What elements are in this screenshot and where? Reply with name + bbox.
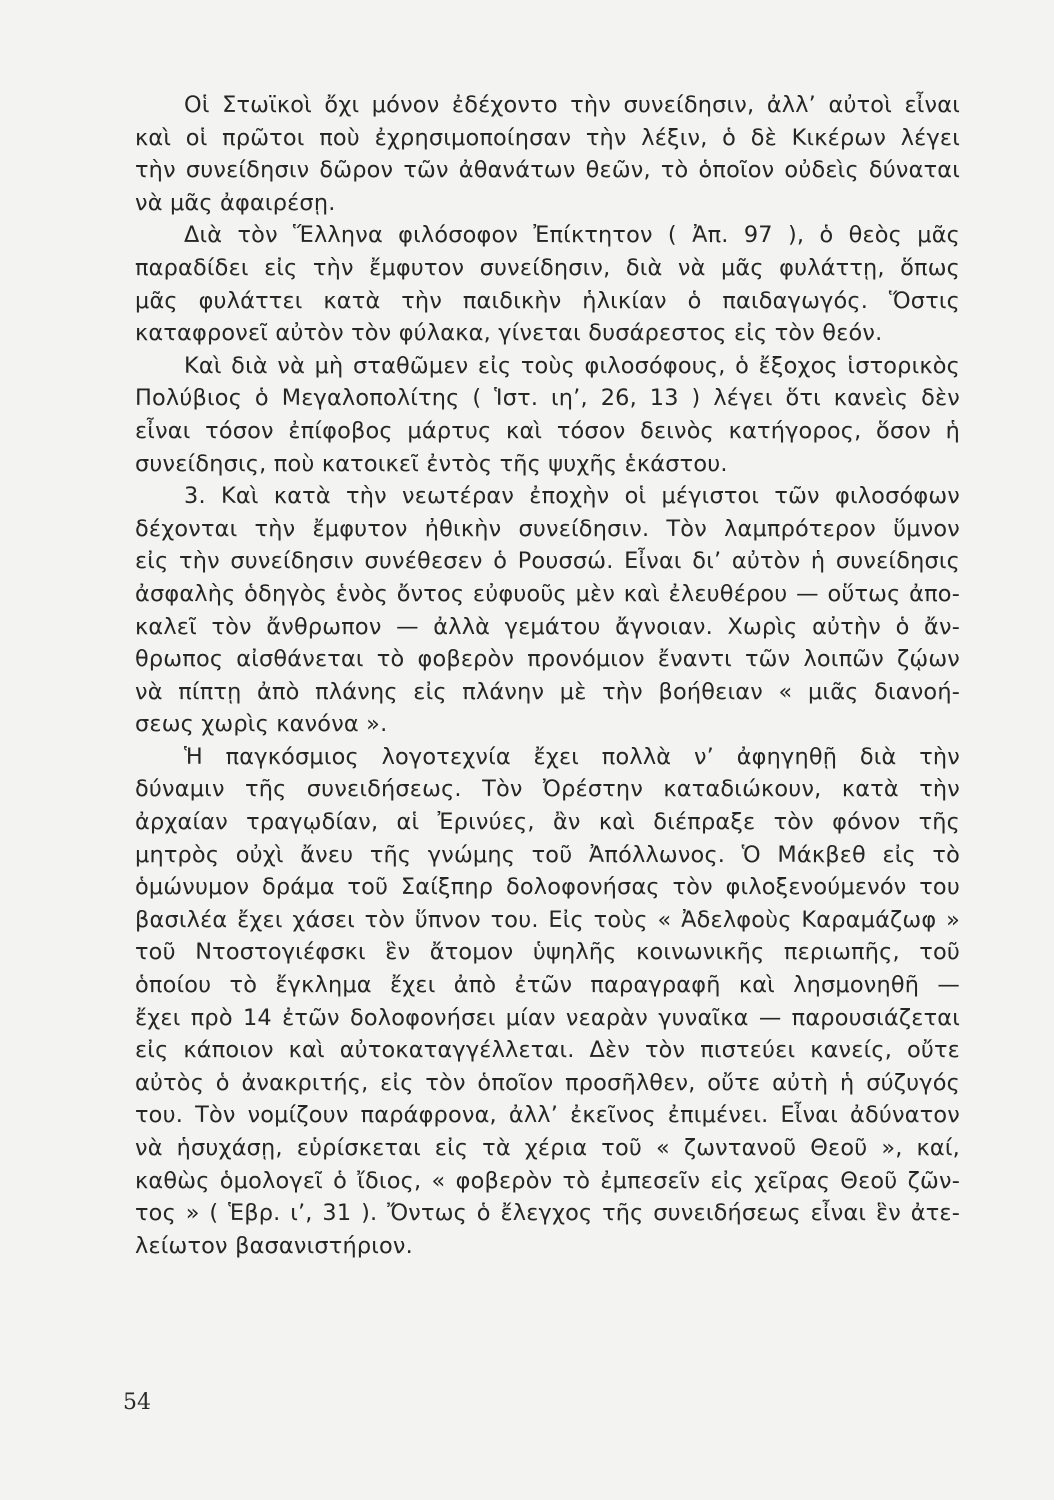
text-line: καλεῖ τὸν ἄνθρωπον — ἀλλὰ γεμάτου ἄγνοιαν. Χωρὶς αὐτὴν ὁ ἄν- [135,613,960,640]
text-line: δύναμιν τῆς συνειδήσεως. Τὸν Ὀρέστην καταδιώκουν, κατὰ τὴν [135,776,960,803]
text-line: μητρὸς οὐχὶ ἄνευ τῆς γνώμης τοῦ Ἀπόλλωνος. Ὁ Μάκβεθ εἰς τὸ [135,841,960,868]
text-line: σεως χωρὶς κανόνα ». [135,711,388,738]
text-line: Οἱ Στωϊκοὶ ὄχι μόνον ἐδέχοντο τὴν συνείδησιν, ἀλλ’ αὐτοὶ εἶναι [184,92,960,118]
text-line: βασιλέα ἔχει χάσει τὸν ὕπνον του. Εἰς τοὺς « Ἀδελφοὺς Καραμάζωφ » [135,906,960,933]
text-line: θρωπος αἰσθάνεται τὸ φοβερὸν προνόμιον ἔναντι τῶν λοιπῶν ζῴων [135,646,960,673]
text-line: καταφρονεῖ αὐτὸν τὸν φύλακα, γίνεται δυσάρεστος εἰς τὸν θεόν. [135,320,883,347]
text-line: καθὼς ὁμολογεῖ ὁ ἴδιος, « φοβερὸν τὸ ἐμπεσεῖν εἰς χεῖρας Θεοῦ ζῶν- [135,1167,960,1194]
text-line: ἀρχαίαν τραγῳδίαν, αἱ Ἐρινύες, ἂν καὶ διέπραξε τὸν φόνον τῆς [135,809,960,836]
text-line: συνείδησις, ποὺ κατοικεῖ ἐντὸς τῆς ψυχῆς ἑκάστου. [135,450,728,477]
text-line: ἔχει πρὸ 14 ἐτῶν δολοφονήσει μίαν νεαρὰν γυναῖκα — παρουσιάζεται [135,1004,960,1031]
page-number: 54 [123,1390,151,1415]
text-line: ὁμώνυμον δράμα τοῦ Σαίξπηρ δολοφονήσας τὸν φιλοξενούμενόν του [135,874,960,901]
text-line: καὶ οἱ πρῶτοι ποὺ ἐχρησιμοποίησαν τὴν λέξιν, ὁ δὲ Κικέρων λέγει [135,124,960,151]
body-text [135,89,960,1262]
text-line: μᾶς φυλάττει κατὰ τὴν παιδικὴν ἡλικίαν ὁ παιδαγωγός. Ὅστις [135,287,960,314]
text-line: εἰς τὴν συνείδησιν συνέθεσεν ὁ Ρουσσώ. Εἶναι δι’ αὐτὸν ἡ συνείδησις [135,548,960,575]
text-line: δέχονται τὴν ἔμφυτον ἠθικὴν συνείδησιν. Τὸν λαμπρότερον ὕμνον [135,515,960,542]
text-line: Καὶ διὰ νὰ μὴ σταθῶμεν εἰς τοὺς φιλοσόφους, ὁ ἔξοχος ἱστορικὸς [184,352,960,379]
text-line: εἰς κάποιον καὶ αὐτοκαταγγέλλεται. Δὲν τὸν πιστεύει κανείς, οὔτε [135,1037,960,1064]
text-line: παραδίδει εἰς τὴν ἔμφυτον συνείδησιν, διὰ νὰ μᾶς φυλάττῃ, ὅπως [135,254,960,281]
text-line: νὰ πίπτῃ ἀπὸ πλάνης εἰς πλάνην μὲ τὴν βοήθειαν « μιᾶς διανοή- [135,678,960,705]
text-line: Πολύβιος ὁ Μεγαλοπολίτης ( Ἱστ. ιη’, 26, 13 ) λέγει ὅτι κανεὶς δὲν [135,385,960,412]
text-line: λείωτον βασανιστήριον. [135,1232,413,1259]
text-line: αὐτὸς ὁ ἀνακριτής, εἰς τὸν ὁποῖον προσῆλθεν, οὔτε αὐτὴ ἡ σύζυγός [135,1069,960,1096]
text-line: τος » ( Ἑβρ. ι’, 31 ). Ὄντως ὁ ἔλεγχος τῆς συνειδήσεως εἶναι ἓν ἀτε- [135,1200,960,1227]
text-line: ἀσφαλὴς ὁδηγὸς ἑνὸς ὄντος εὐφυοῦς μὲν καὶ ἐλευθέρου — οὕτως ἀπο- [135,580,960,607]
text-line: Ἡ παγκόσμιος λογοτεχνία ἔχει πολλὰ ν’ ἀφηγηθῇ διὰ τὴν [184,743,960,770]
text-line: τὴν συνείδησιν δῶρον τῶν ἀθανάτων θεῶν, τὸ ὁποῖον οὐδεὶς δύναται [135,157,960,184]
text-line: εἶναι τόσον ἐπίφοβος μάρτυς καὶ τόσον δεινὸς κατήγορος, ὅσον ἡ [135,417,960,444]
text-line: 3. Καὶ κατὰ τὴν νεωτέραν ἐποχὴν οἱ μέγιστοι τῶν φιλοσόφων [184,483,960,510]
text-line: ὁποίου τὸ ἔγκλημα ἔχει ἀπὸ ἐτῶν παραγραφῆ καὶ λησμονηθῆ — [135,972,960,999]
text-line: νὰ μᾶς ἀφαιρέσῃ. [135,189,336,216]
text-line: Διὰ τὸν Ἕλληνα φιλόσοφον Ἐπίκτητον ( Ἀπ. 97 ), ὁ θεὸς μᾶς [184,222,960,249]
text-line: νὰ ἡσυχάσῃ, εὑρίσκεται εἰς τὰ χέρια τοῦ « ζωντανοῦ Θεοῦ », καί, [135,1135,960,1161]
text-line: του. Τὸν νομίζουν παράφρονα, ἀλλ’ ἐκεῖνος ἐπιμένει. Εἶναι ἀδύνατον [135,1102,960,1129]
text-line: τοῦ Ντοστογιέφσκι ἓν ἄτομον ὑψηλῆς κοινωνικῆς περιωπῆς, τοῦ [135,939,960,966]
